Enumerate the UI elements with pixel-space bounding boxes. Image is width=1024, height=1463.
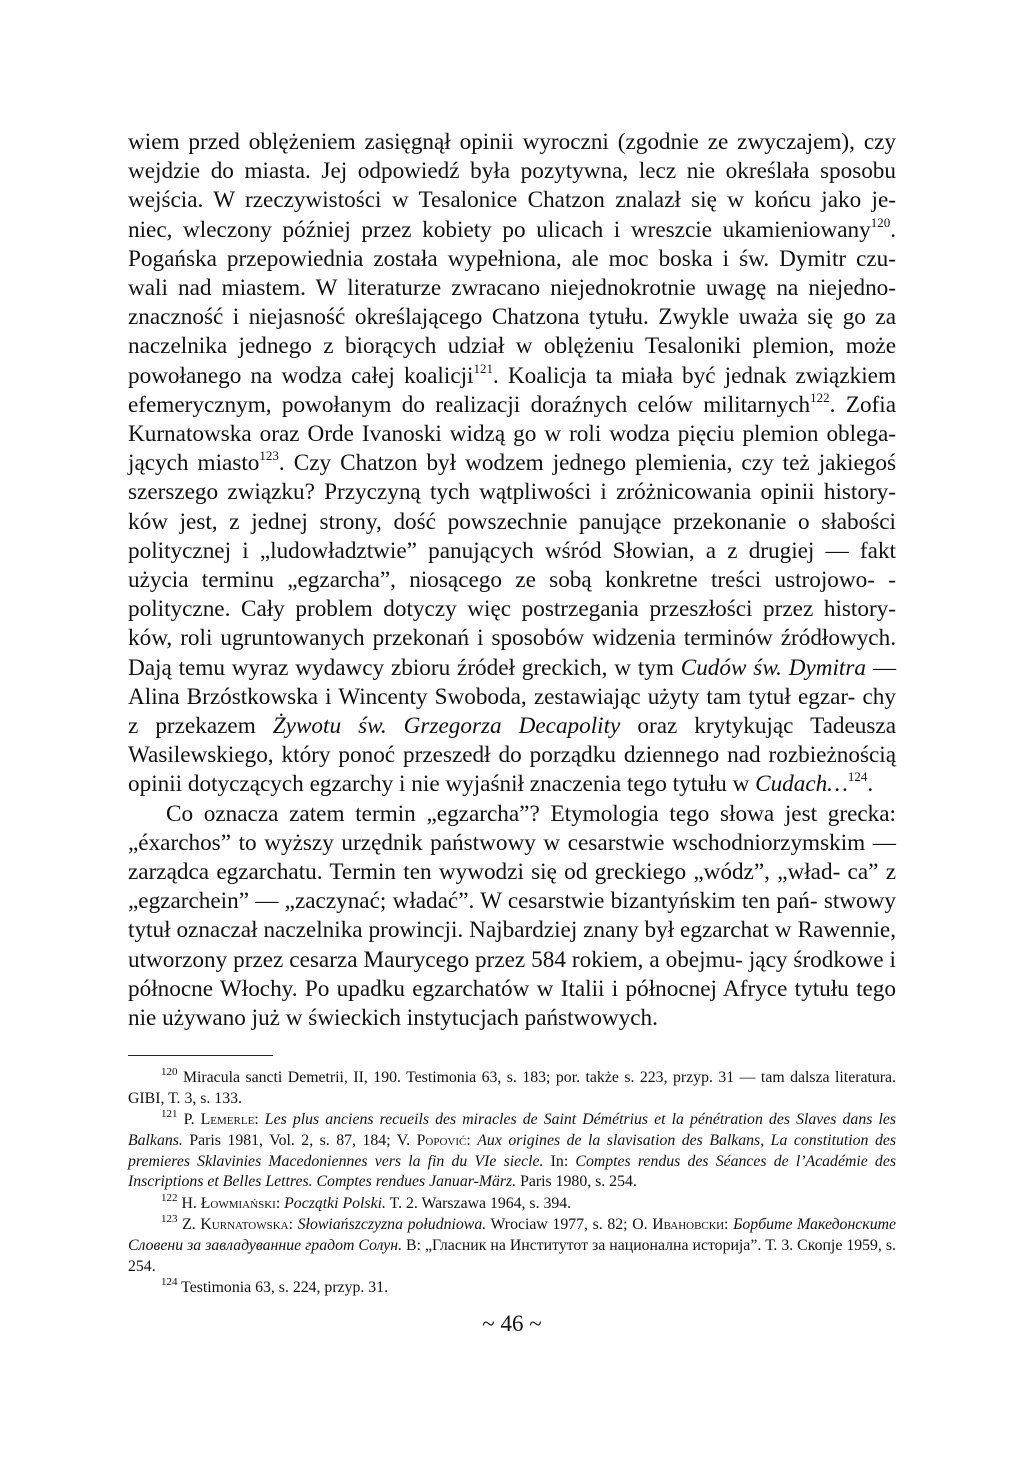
main-text: [128, 128, 896, 1033]
paragraph-2: Co oznacza zatem termin „egzarcha”? Etymologia tego słowa jest grecka: „éxarchos” to wyższy urzędnik państwowy w cesarstwie wschodniorzymskim — zarządca egzarchatu. Termin ten wywodzi się od greckiego „wódz”, „wład- ca” z „egzarchein” — „zaczynać; władać”. W cesarstwie bizantyńskim ten pań- stwowy tytuł oznaczał naczelnika prowincji. Najbardziej znany był egzarchat w Rawennie, utworzony przez cesarza Maurycego przez 584 rokiem, a obejmu- jący środkowe i północne Włochy. Po upadku egzarchatów w Italii i północnej Afryce tytułu tego nie używano już w świeckich instytucjach państwowych.: [128, 800, 896, 1032]
page-number: ~ 46 ~: [482, 1311, 542, 1336]
title-zywotu: Żywotu św. Grzegorza Decapolity: [272, 713, 621, 740]
author-ivanoski: Ивановски: [652, 1216, 725, 1234]
title-cudach: Cudach…: [755, 771, 848, 798]
author-kurnatowska: Kurnatowska: [200, 1216, 289, 1234]
footnote-ref-122[interactable]: 122: [810, 389, 830, 405]
footnote-121: $^{121}$ P. Lemerle: Les plus anciens recueils des miracles de Saint Démétrius et la pénétration des Slaves dans les Balkans. Paris 1981, Vol. 2, s. 87, 184; V. Popović: Aux origines de la slavisation des Balkans, La constitution des premieres Sklavinies Macedoniennes vers la fin du VIe siecle. In: Comptes rendus des Séances de l’Académie des Inscriptions et Belles Lettres. Comptes rendues Januar-März. Paris 1980, s. 254.: [128, 1108, 896, 1191]
footnote-ref-121[interactable]: 121: [473, 360, 493, 376]
footnotes: [128, 1068, 896, 1299]
paragraph-1: wiem przed oblężeniem zasięgnął opinii wyroczni (zgodnie ze zwyczajem), czy wejdzie do miasta. Jej odpowiedź była pozytywna, lecz nie określała sposobu wejścia. W rzeczywistości w Tesalonice Chatzon znalazł się w końcu jako je- niec, wleczony później przez kobiety po ulicach i wreszcie ukamieniowany$^{120}$. Pogańska przepowiednia została wypełniona, ale moc boska i św. Dymitr czu- wali nad miastem. W literaturze zwracano niejednokrotnie uwagę na niejedno- znaczność i niejasność określającego Chatzona tytułu. Zwykle uważa się go za naczelnika jednego z biorących udział w oblężeniu Tesaloniki plemion, może powołanego na wodza całej koalicji$^{121}$. Koalicja ta miała być jednak związkiem efemerycznym, powołanym do realizacji doraźnych celów militarnych$^{122}$. Zofia Kurnatowska oraz Orde Ivanoski widzą go w roli wodza pięciu plemion oblega- jących miasto$^{123}$. Czy Chatzon był wodzem jednego plemienia, czy też jakiegoś szerszego związku? Przyczyną tych wątpliwości i zróżnicowania opinii history- ków jest, z jednej strony, dość powszechnie panujące przekonanie o słabości politycznej i „ludowładztwie” panujących wśród Słowian, a z drugiej — fakt użycia terminu „egzarcha”, niosącego ze sobą konkretne treści ustrojowo- -polityczne. Cały problem dotyczy więc postrzegania przeszłości przez history- ków, roli ugruntowanych przekonań i sposobów widzenia terminów źródłowych. Dają temu wyraz wydawcy zbioru źródeł greckich, w tym Cudów św. Dymitra — Alina Brzóstkowska i Wincenty Swoboda, zestawiając użyty tam tytuł egzar- chy z przekazem Żywotu św. Grzegorza Decapolity oraz krytykując Tadeusza Wasilewskiego, który ponoć przeszedł do porządku dziennego nad rozbieżnością opinii dotyczących egzarchy i nie wyjaśnił znaczenia tego tytułu w Cudach…$^{124}$.: [128, 129, 897, 798]
author-popovic: Popović: [416, 1132, 467, 1150]
footnote-ref-123[interactable]: 123: [259, 448, 279, 464]
title-cudow: Cudów św. Dymitra: [680, 654, 866, 681]
footnote-124: $^{124}$ Testimonia 63, s. 224, przyp. 31.: [161, 1276, 389, 1297]
footnote-120: $^{120}$ Miracula sancti Demetrii, II, 190. Testimonia 63, s. 183; por. także s. 223, przyp. 31 — tam dalsza literatura. GIBI, T. 3, s. 133.: [128, 1066, 896, 1107]
footnote-separator: [128, 1055, 273, 1056]
footnote-ref-120[interactable]: 120: [870, 214, 891, 230]
footnote-122: $^{122}$ H. Łowmiański: Początki Polski. T. 2. Warszawa 1964, s. 394.: [161, 1191, 572, 1212]
author-lemerle: Lemerle: [200, 1111, 255, 1129]
author-lowmianski: Łowmiański: [200, 1194, 276, 1212]
footnote-ref-124[interactable]: 124: [847, 769, 868, 785]
footnote-123: $^{123}$ Z. Kurnatowska: Słowiańszczyzna południowa. Wrociaw 1977, s. 82; O. Ивановски: Борбите Македонските Словени за завладуванние градот Солун. В: „Гласник на Институтот за национална историја”. Т. 3. Скопје 1959, s. 254.: [128, 1213, 897, 1275]
